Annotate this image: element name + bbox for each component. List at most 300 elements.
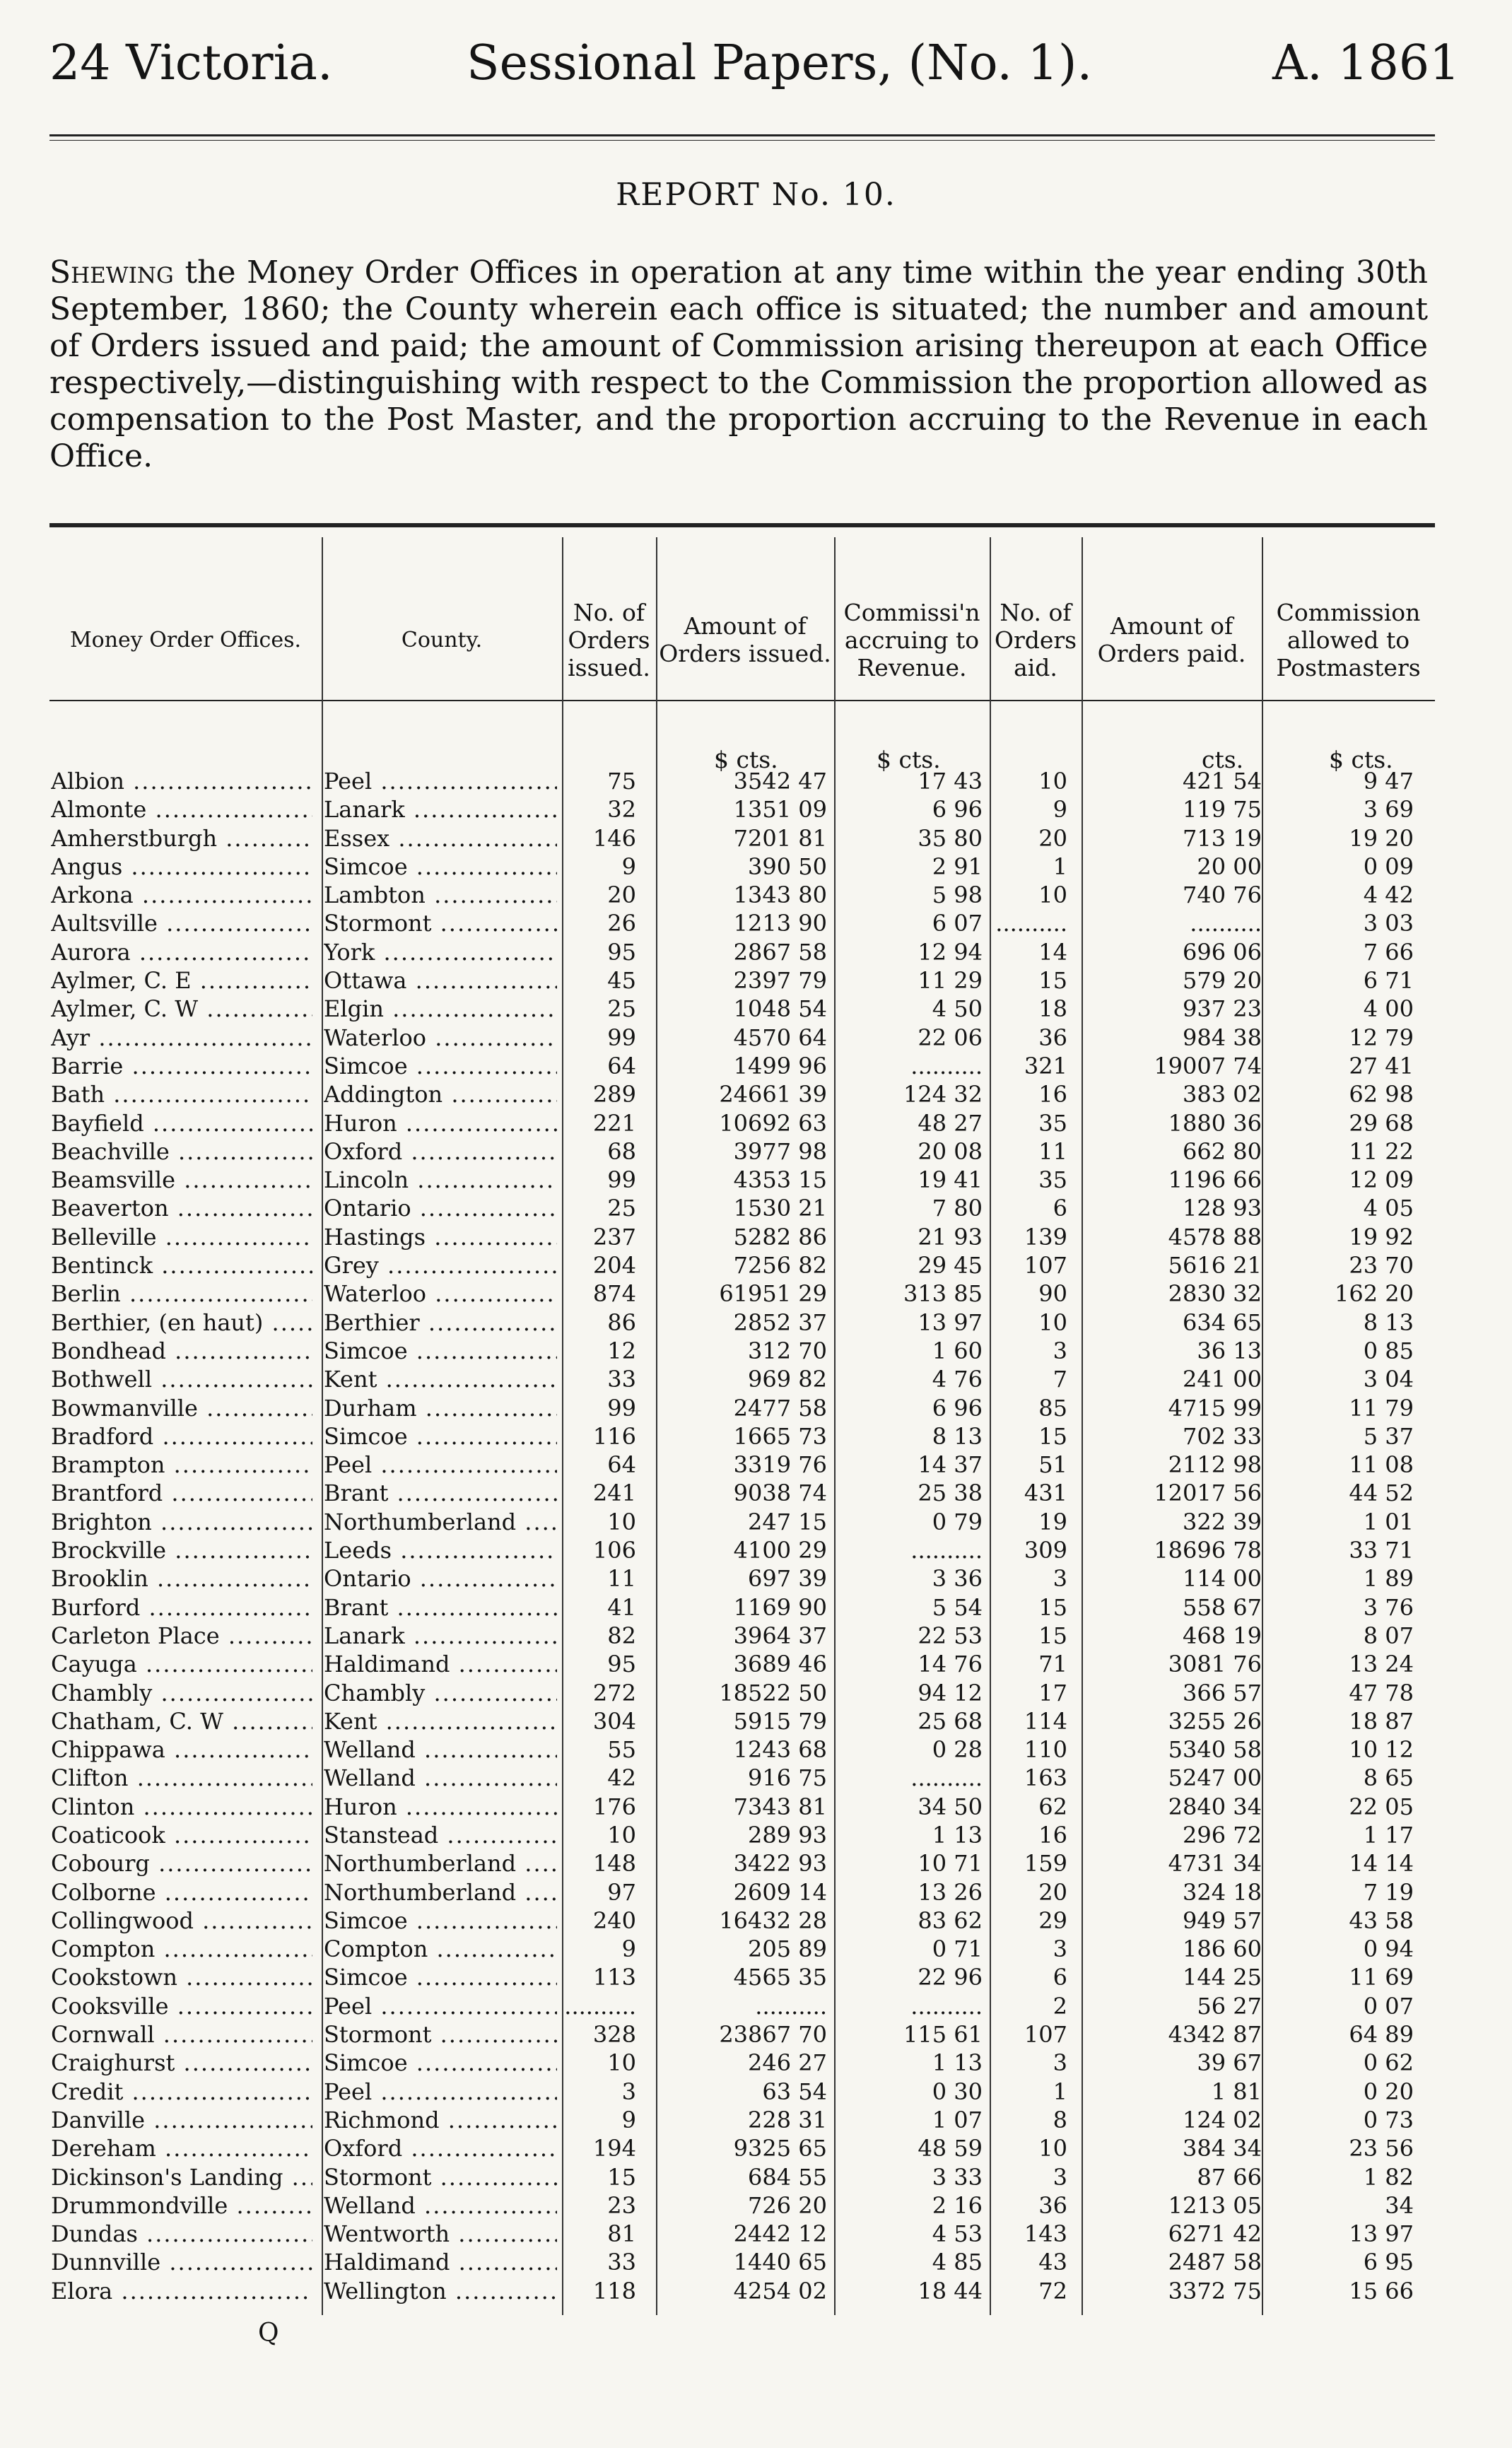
orders-issued: 194 — [592, 2135, 636, 2162]
amount-paid: 56 27 — [1197, 1992, 1262, 2020]
orders-paid: 3 — [1053, 2049, 1067, 2077]
amount-paid: 984 38 — [1183, 1024, 1262, 1051]
amount-paid: 5340 58 — [1168, 1736, 1262, 1764]
orders-issued: 12 — [607, 1337, 636, 1364]
commission-revenue: 0 28 — [932, 1736, 983, 1764]
commission-revenue: 6 96 — [932, 796, 983, 824]
county-name: Huron ..... — [324, 1793, 557, 1821]
table-row — [0, 1536, 1512, 1564]
table-row — [0, 2078, 1512, 2106]
amount-issued: 24661 39 — [719, 1081, 827, 1108]
office-name: Brockville ..... — [51, 1536, 312, 1564]
table-row — [0, 1849, 1512, 1878]
office-name: Chippawa ..... — [51, 1735, 312, 1764]
amount-issued: 1665 73 — [733, 1422, 827, 1450]
county-name: Peel ..... — [324, 1451, 557, 1479]
orders-paid: 2 — [1053, 1992, 1067, 2020]
orders-issued: 240 — [592, 1907, 636, 1934]
commission-postmaster: 162 20 — [1335, 1280, 1414, 1308]
commission-postmaster: 47 78 — [1349, 1679, 1414, 1706]
orders-issued: 41 — [607, 1593, 636, 1621]
office-name: Clifton ..... — [51, 1764, 312, 1792]
office-name: Drummondville ..... — [51, 2191, 312, 2220]
orders-issued: 20 — [607, 882, 636, 909]
column-header-county: County. — [401, 627, 483, 652]
office-name: Beamsville ..... — [51, 1166, 312, 1194]
amount-issued: 23867 70 — [719, 2021, 827, 2049]
office-name: Aultsville ..... — [51, 909, 312, 937]
commission-revenue: 18 44 — [918, 2277, 983, 2304]
commission-postmaster: 0 20 — [1363, 2078, 1414, 2105]
amount-paid: 5616 21 — [1168, 1252, 1262, 1279]
orders-paid: 29 — [1038, 1907, 1067, 1934]
office-name: Aylmer, C. W ..... — [51, 995, 312, 1023]
commission-postmaster: 1 82 — [1363, 2163, 1414, 2191]
office-name: Beaverton ..... — [51, 1194, 312, 1222]
amount-paid: 324 18 — [1183, 1878, 1262, 1906]
county-name: Compton ..... — [324, 1935, 557, 1963]
orders-paid: 8 — [1053, 2106, 1067, 2133]
office-name: Colborne ..... — [51, 1878, 312, 1907]
commission-postmaster: 15 66 — [1349, 2277, 1414, 2304]
amount-issued: 16432 28 — [719, 1907, 827, 1934]
commission-postmaster: 19 92 — [1349, 1223, 1414, 1251]
orders-issued: 10 — [607, 1821, 636, 1849]
amount-paid: 3081 76 — [1168, 1651, 1262, 1678]
table-row — [0, 966, 1512, 995]
commission-revenue: 48 59 — [918, 2135, 983, 2162]
orders-paid: 15 — [1038, 1422, 1067, 1450]
orders-issued: 23 — [607, 2191, 636, 2219]
amount-issued: 61951 29 — [719, 1280, 827, 1308]
orders-issued: 99 — [607, 1394, 636, 1422]
orders-issued: 33 — [607, 1366, 636, 1393]
orders-paid: 16 — [1038, 1821, 1067, 1849]
county-name: Peel ..... — [324, 1992, 557, 2020]
commission-revenue: 25 38 — [918, 1480, 983, 1507]
commission-revenue: 8 13 — [932, 1422, 983, 1450]
county-name: Stormont ..... — [324, 909, 557, 937]
orders-issued: 272 — [592, 1679, 636, 1706]
commission-postmaster: 12 09 — [1349, 1166, 1414, 1194]
commission-revenue: 0 79 — [932, 1508, 983, 1535]
orders-paid: 114 — [1024, 1707, 1067, 1735]
amount-paid: 740 76 — [1183, 882, 1262, 909]
orders-issued: 9 — [621, 853, 636, 880]
amount-paid: 4342 87 — [1168, 2021, 1262, 2049]
commission-postmaster: 44 52 — [1349, 1480, 1414, 1507]
table-row — [0, 1650, 1512, 1678]
office-name: Credit ..... — [51, 2078, 312, 2106]
orders-paid: 139 — [1024, 1223, 1067, 1251]
table-row — [0, 2220, 1512, 2248]
commission-postmaster: 0 85 — [1363, 1337, 1414, 1364]
commission-postmaster: 6 95 — [1363, 2249, 1414, 2276]
county-name: Wentworth ..... — [324, 2220, 557, 2248]
commission-postmaster: 3 04 — [1363, 1366, 1414, 1393]
orders-issued: 97 — [607, 1878, 636, 1906]
county-name: Lanark ..... — [324, 795, 557, 824]
signature-mark: Q — [258, 2319, 279, 2348]
office-name: Barrie ..... — [51, 1052, 312, 1080]
county-name: Haldimand ..... — [324, 1650, 557, 1678]
office-name: Bath ..... — [51, 1080, 312, 1108]
amount-paid: 39 67 — [1197, 2049, 1262, 2077]
amount-paid: 383 02 — [1183, 1081, 1262, 1108]
orders-issued: 176 — [592, 1793, 636, 1820]
amount-issued: 4570 64 — [733, 1024, 827, 1051]
commission-revenue: 6 07 — [932, 910, 983, 937]
office-name: Almonte ..... — [51, 795, 312, 824]
commission-postmaster: 19 20 — [1349, 824, 1414, 852]
orders-issued: .......... — [564, 1992, 636, 2020]
county-name: Kent ..... — [324, 1365, 557, 1393]
table-row — [0, 1992, 1512, 2020]
amount-issued: 1351 09 — [733, 796, 827, 824]
county-name: Stormont ..... — [324, 2163, 557, 2191]
amount-issued: 205 89 — [748, 1935, 827, 1963]
amount-paid: 6271 42 — [1168, 2220, 1262, 2248]
table-row — [0, 2277, 1512, 2305]
county-name: Oxford ..... — [324, 2134, 557, 2162]
office-name: Clinton ..... — [51, 1793, 312, 1821]
table-row — [0, 1137, 1512, 1166]
amount-issued: 2477 58 — [733, 1394, 827, 1422]
office-name: Cookstown ..... — [51, 1963, 312, 1991]
table-row — [0, 1479, 1512, 1507]
commission-revenue: 14 37 — [918, 1451, 983, 1479]
table-row — [0, 824, 1512, 853]
county-name: Stormont ..... — [324, 2020, 557, 2049]
orders-issued: 118 — [592, 2277, 636, 2304]
office-name: Bondhead ..... — [51, 1337, 312, 1365]
office-name: Elora ..... — [51, 2277, 312, 2305]
table-row — [0, 909, 1512, 937]
orders-issued: 221 — [592, 1109, 636, 1137]
orders-issued: 68 — [607, 1137, 636, 1165]
amount-paid: 713 19 — [1183, 824, 1262, 852]
commission-revenue: 22 06 — [918, 1024, 983, 1051]
commission-revenue: 17 43 — [918, 768, 983, 795]
table-row — [0, 2049, 1512, 2077]
office-name: Bentinck ..... — [51, 1251, 312, 1279]
office-name: Dundas ..... — [51, 2220, 312, 2248]
county-name: Simcoe ..... — [324, 1052, 557, 1080]
commission-revenue: 4 85 — [932, 2249, 983, 2276]
county-name: Welland ..... — [324, 1764, 557, 1792]
orders-issued: 204 — [592, 1252, 636, 1279]
amount-issued: 2867 58 — [733, 938, 827, 966]
county-name: Hastings ..... — [324, 1223, 557, 1251]
amount-issued: 2852 37 — [733, 1308, 827, 1336]
table-row — [0, 1308, 1512, 1337]
commission-postmaster: 14 14 — [1349, 1850, 1414, 1878]
commission-revenue: 2 91 — [932, 853, 983, 880]
commission-revenue: 124 32 — [903, 1081, 983, 1108]
table-row — [0, 1194, 1512, 1222]
orders-issued: 113 — [592, 1964, 636, 1991]
commission-postmaster: 7 66 — [1363, 938, 1414, 966]
office-name: Aurora ..... — [51, 938, 312, 966]
orders-issued: 75 — [607, 768, 636, 795]
commission-postmaster: 6 71 — [1363, 967, 1414, 995]
amount-issued: 9038 74 — [733, 1480, 827, 1507]
orders-paid: 6 — [1053, 1195, 1067, 1222]
orders-issued: 328 — [592, 2021, 636, 2049]
orders-paid: 107 — [1024, 1252, 1067, 1279]
orders-issued: 86 — [607, 1308, 636, 1336]
office-name: Collingwood ..... — [51, 1907, 312, 1935]
commission-postmaster: 11 69 — [1349, 1964, 1414, 1991]
orders-paid: 11 — [1038, 1137, 1067, 1165]
orders-paid: 19 — [1038, 1508, 1067, 1535]
orders-paid: 9 — [1053, 796, 1067, 824]
table-row — [0, 1251, 1512, 1279]
commission-revenue: 14 76 — [918, 1651, 983, 1678]
amount-issued: 1343 80 — [733, 882, 827, 909]
amount-issued: 4565 35 — [733, 1964, 827, 1991]
commission-postmaster: 8 65 — [1363, 1764, 1414, 1792]
county-name: Durham ..... — [324, 1394, 557, 1422]
county-name: Peel ..... — [324, 2078, 557, 2106]
orders-paid: 431 — [1024, 1480, 1067, 1507]
intro-lead: Shewing — [49, 254, 174, 291]
commission-postmaster: 0 62 — [1363, 2049, 1414, 2077]
table-row — [0, 1024, 1512, 1052]
unit-label-postmaster: $ cts. — [1329, 746, 1393, 773]
county-name: Lambton ..... — [324, 881, 557, 909]
county-name: Kent ..... — [324, 1707, 557, 1735]
commission-revenue: 0 71 — [932, 1935, 983, 1963]
amount-issued: 3689 46 — [733, 1651, 827, 1678]
table-row — [0, 1109, 1512, 1137]
office-name: Burford ..... — [51, 1593, 312, 1622]
table-row — [0, 1564, 1512, 1593]
office-name: Bradford ..... — [51, 1422, 312, 1451]
orders-issued: 304 — [592, 1707, 636, 1735]
orders-issued: 10 — [607, 1508, 636, 1535]
amount-issued: 916 75 — [748, 1764, 827, 1792]
orders-issued: 32 — [607, 796, 636, 824]
orders-issued: 15 — [607, 2163, 636, 2191]
office-name: Ayr ..... — [51, 1024, 312, 1052]
orders-paid: 71 — [1038, 1651, 1067, 1678]
amount-paid: 241 00 — [1183, 1366, 1262, 1393]
commission-postmaster: 5 37 — [1363, 1422, 1414, 1450]
orders-paid: 107 — [1024, 2021, 1067, 2049]
amount-paid: 468 19 — [1183, 1622, 1262, 1649]
office-name: Dickinson's Landing ..... — [51, 2163, 312, 2191]
amount-paid: 421 54 — [1183, 768, 1262, 795]
amount-issued: 390 50 — [748, 853, 827, 880]
table-row — [0, 1963, 1512, 1991]
table-row — [0, 1394, 1512, 1422]
commission-postmaster: 22 05 — [1349, 1793, 1414, 1820]
commission-postmaster: 0 09 — [1363, 853, 1414, 880]
county-name: Wellington ..... — [324, 2277, 557, 2305]
orders-paid: 14 — [1038, 938, 1067, 966]
amount-paid: 1 81 — [1211, 2078, 1262, 2105]
amount-paid: 4578 88 — [1168, 1223, 1262, 1251]
amount-issued: 9325 65 — [733, 2135, 827, 2162]
orders-issued: 42 — [607, 1764, 636, 1792]
orders-issued: 55 — [607, 1736, 636, 1764]
orders-paid: 15 — [1038, 1622, 1067, 1649]
orders-paid: 35 — [1038, 1109, 1067, 1137]
table-row — [0, 1422, 1512, 1451]
office-name: Arkona ..... — [51, 881, 312, 909]
office-name: Beachville ..... — [51, 1137, 312, 1166]
commission-revenue: 13 26 — [918, 1878, 983, 1906]
amount-issued: 969 82 — [748, 1366, 827, 1393]
amount-issued: 3319 76 — [733, 1451, 827, 1479]
commission-postmaster: 13 24 — [1349, 1651, 1414, 1678]
orders-issued: 106 — [592, 1537, 636, 1564]
county-name: Waterloo ..... — [324, 1024, 557, 1052]
amount-issued: 4353 15 — [733, 1166, 827, 1194]
office-name: Carleton Place ..... — [51, 1622, 312, 1650]
office-name: Berthier, (en haut) ..... — [51, 1308, 312, 1337]
county-name: Essex ..... — [324, 824, 557, 853]
orders-paid: 20 — [1038, 824, 1067, 852]
commission-postmaster: 0 73 — [1363, 2106, 1414, 2133]
orders-paid: 43 — [1038, 2249, 1067, 2276]
commission-revenue: 1 07 — [932, 2106, 983, 2133]
orders-issued: 95 — [607, 938, 636, 966]
county-name: Northumberland ..... — [324, 1849, 557, 1878]
unit-label-revenue: $ cts. — [877, 746, 941, 773]
orders-paid: 3 — [1053, 1935, 1067, 1963]
county-name: Richmond ..... — [324, 2106, 557, 2134]
office-name: Craighurst ..... — [51, 2049, 312, 2077]
amount-paid: 702 33 — [1183, 1422, 1262, 1450]
table-top-rule — [49, 523, 1435, 527]
commission-revenue: 48 27 — [918, 1109, 983, 1137]
office-name: Chatham, C. W ..... — [51, 1707, 312, 1735]
amount-paid: 2840 34 — [1168, 1793, 1262, 1820]
office-name: Brighton ..... — [51, 1508, 312, 1536]
county-name: Elgin ..... — [324, 995, 557, 1023]
amount-issued: 1213 90 — [733, 910, 827, 937]
amount-issued: 1169 90 — [733, 1593, 827, 1621]
commission-revenue: 313 85 — [903, 1280, 983, 1308]
office-name: Brampton ..... — [51, 1451, 312, 1479]
amount-paid: 696 06 — [1183, 938, 1262, 966]
commission-revenue: 4 53 — [932, 2220, 983, 2248]
orders-paid: 15 — [1038, 1593, 1067, 1621]
table-row — [0, 1793, 1512, 1821]
office-name: Bothwell ..... — [51, 1365, 312, 1393]
amount-paid: 114 00 — [1183, 1565, 1262, 1593]
office-name: Bowmanville ..... — [51, 1394, 312, 1422]
orders-paid: 309 — [1024, 1537, 1067, 1564]
amount-issued: 18522 50 — [719, 1679, 827, 1706]
office-name: Albion ..... — [51, 767, 312, 795]
table-row — [0, 1451, 1512, 1479]
table-row — [0, 1907, 1512, 1935]
amount-paid: 36 13 — [1197, 1337, 1262, 1364]
orders-paid: 16 — [1038, 1081, 1067, 1108]
orders-issued: 10 — [607, 2049, 636, 2077]
amount-issued: 1499 96 — [733, 1052, 827, 1079]
office-name: Belleville ..... — [51, 1223, 312, 1251]
table-row — [0, 2248, 1512, 2276]
commission-revenue: 21 93 — [918, 1223, 983, 1251]
office-name: Cornwall ..... — [51, 2020, 312, 2049]
county-name: Lincoln ..... — [324, 1166, 557, 1194]
amount-paid: 937 23 — [1183, 995, 1262, 1023]
county-name: Leeds ..... — [324, 1536, 557, 1564]
county-name: Ontario ..... — [324, 1194, 557, 1222]
commission-postmaster: 34 — [1385, 2191, 1414, 2219]
amount-paid: 186 60 — [1183, 1935, 1262, 1963]
county-name: Ontario ..... — [324, 1564, 557, 1593]
amount-paid: 5247 00 — [1168, 1764, 1262, 1792]
commission-revenue: 3 36 — [932, 1565, 983, 1593]
office-name: Angus ..... — [51, 853, 312, 881]
orders-issued: 64 — [607, 1052, 636, 1079]
commission-postmaster: 43 58 — [1349, 1907, 1414, 1934]
table-row — [0, 2163, 1512, 2191]
unit-label-paid: cts. — [1202, 746, 1244, 773]
amount-paid: .......... — [1190, 910, 1262, 937]
orders-issued: 99 — [607, 1166, 636, 1194]
intro-text: the Money Order Offices in operation at any time within the year ending 30th September, 1860; the County wherein each office is situated; the number and amount of Orders issued and paid; the amount of Commission arising thereupon at each Office respectively,—distinguishing with respect to the Commission the proportion allowed as compensation to the Post Master, and the proportion accruing to the Revenue in each Office. — [49, 254, 1428, 474]
amount-issued: 1440 65 — [733, 2249, 827, 2276]
county-name: Brant ..... — [324, 1479, 557, 1507]
table-row — [0, 2020, 1512, 2049]
amount-issued: 10692 63 — [719, 1109, 827, 1137]
amount-paid: 2112 98 — [1168, 1451, 1262, 1479]
commission-postmaster: 4 42 — [1363, 882, 1414, 909]
orders-paid: 1 — [1053, 2078, 1067, 2105]
commission-postmaster: 1 01 — [1363, 1508, 1414, 1535]
orders-paid: .......... — [995, 910, 1067, 937]
commission-postmaster: 62 98 — [1349, 1081, 1414, 1108]
unit-label-issued: $ cts. — [714, 746, 778, 773]
orders-issued: 241 — [592, 1480, 636, 1507]
table-row — [0, 1508, 1512, 1536]
header-session: 24 Victoria. — [49, 35, 333, 91]
table-row — [0, 1593, 1512, 1622]
table-row — [0, 1764, 1512, 1792]
commission-revenue: 3 33 — [932, 2163, 983, 2191]
orders-issued: 289 — [592, 1081, 636, 1108]
amount-issued: 246 27 — [748, 2049, 827, 2077]
county-name: Simcoe ..... — [324, 1963, 557, 1991]
table-row — [0, 767, 1512, 795]
commission-revenue: 6 96 — [932, 1394, 983, 1422]
commission-postmaster: 23 70 — [1349, 1252, 1414, 1279]
amount-issued: 684 55 — [748, 2163, 827, 2191]
amount-issued: 2397 79 — [733, 967, 827, 995]
amount-issued: 5282 86 — [733, 1223, 827, 1251]
commission-postmaster: 64 89 — [1349, 2021, 1414, 2049]
orders-paid: 85 — [1038, 1394, 1067, 1422]
commission-postmaster: 13 97 — [1349, 2220, 1414, 2248]
orders-paid: 36 — [1038, 1024, 1067, 1051]
county-name: Ottawa ..... — [324, 966, 557, 995]
amount-issued: 4254 02 — [733, 2277, 827, 2304]
amount-issued: 7343 81 — [733, 1793, 827, 1820]
orders-paid: 90 — [1038, 1280, 1067, 1308]
county-name: Huron ..... — [324, 1109, 557, 1137]
commission-postmaster: 8 13 — [1363, 1308, 1414, 1336]
table-row — [0, 1052, 1512, 1080]
commission-revenue: 34 50 — [918, 1793, 983, 1820]
commission-revenue: 0 30 — [932, 2078, 983, 2105]
commission-postmaster: 1 17 — [1363, 1821, 1414, 1849]
